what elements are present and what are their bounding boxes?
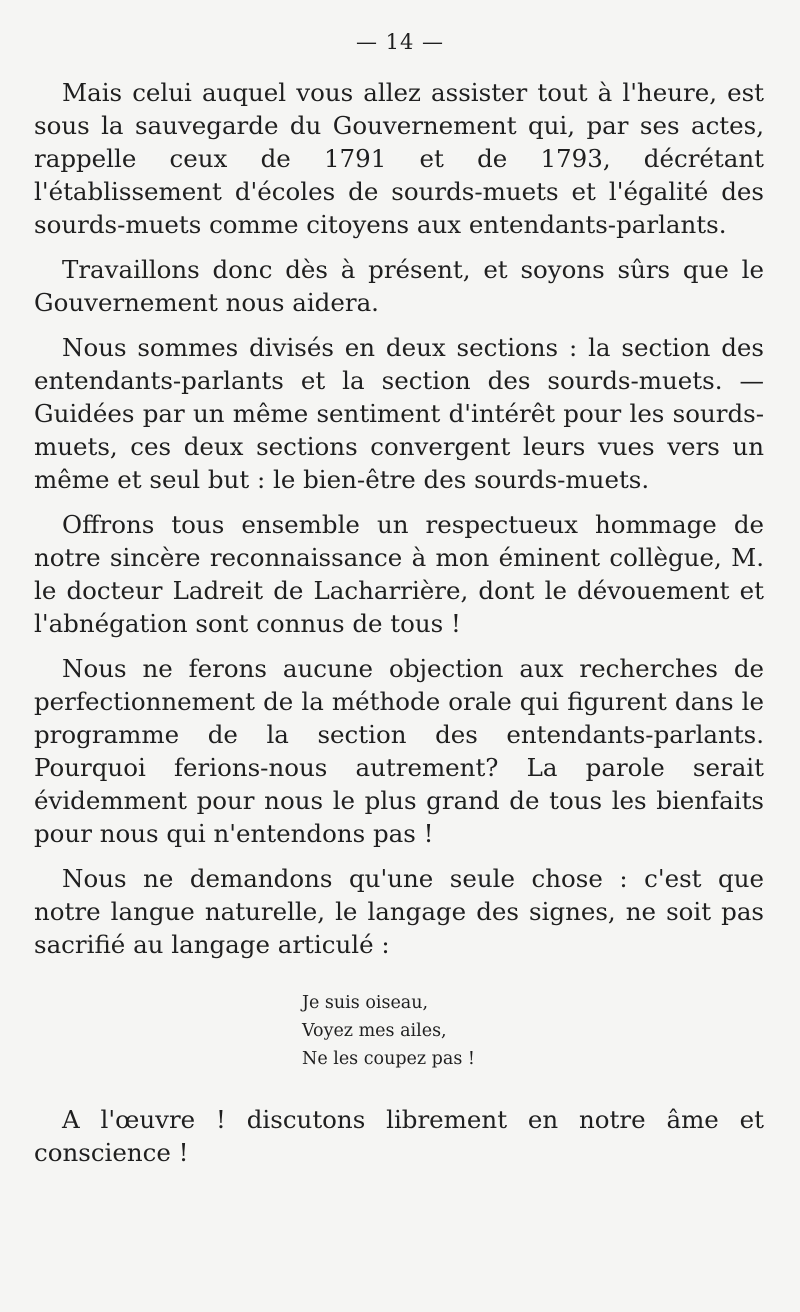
poem-line-2: Voyez mes ailes, — [302, 1021, 447, 1041]
paragraph-6: Nous ne demandons qu'une seule chose : c'est que notre langue naturelle, le langage des signes, ne soit pas sacrifié au langage articulé : — [34, 864, 764, 959]
poem-block — [302, 989, 764, 1073]
poem-line-1: Je suis oiseau, — [302, 993, 429, 1013]
paragraph-4: Offrons tous ensemble un respectueux hommage de notre sincère reconnaissance à mon éminent collègue, M. le docteur Ladreit de Lacharrière, dont le dévouement et l'abnégation sont connus de tous ! — [34, 510, 764, 638]
poem-line-3: Ne les coupez pas ! — [302, 1049, 475, 1069]
paragraph-3: Nous sommes divisés en deux sections : la section des entendants-parlants et la section des sourds-muets. — Guidées par un même sentiment d'intérêt pour les sourds-muets, ces deux sections convergent leurs vues vers un même et seul but : le bien-être des sourds-muets. — [34, 333, 764, 494]
page-number: — 14 — — [355, 30, 445, 54]
paragraph-5: Nous ne ferons aucune objection aux recherches de perfectionnement de la méthode orale qui figurent dans le programme de la section des entendants-parlants. Pourquoi ferions-nous autrement? La parole serait évidemment pour nous le plus grand de tous les bienfaits pour nous qui n'entendons pas ! — [34, 654, 764, 848]
body-text — [34, 76, 764, 1181]
closing-paragraph: A l'œuvre ! discutons librement en notre âme et conscience ! — [34, 1105, 764, 1167]
paragraph-1: Mais celui auquel vous allez assister tout à l'heure, est sous la sauvegarde du Gouvernement qui, par ses actes, rappelle ceux de 1791 et de 1793, décrétant l'établissement d'écoles de sourds-muets et l'égalité des sourds-muets comme citoyens aux entendants-parlants. — [34, 78, 764, 239]
paragraph-2: Travaillons donc dès à présent, et soyons sûrs que le Gouvernement nous aidera. — [34, 255, 764, 317]
